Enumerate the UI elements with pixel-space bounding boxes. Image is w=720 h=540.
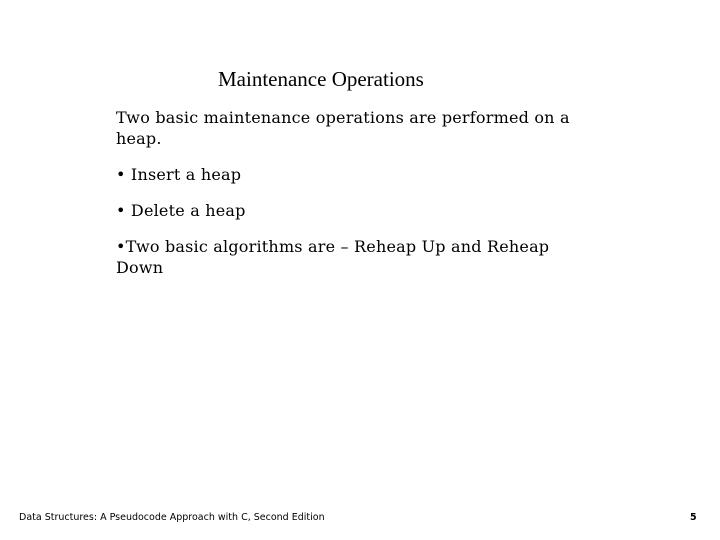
footer-book-title: Data Structures: A Pseudocode Approach with C, Second Edition: [19, 512, 325, 523]
bullet-delete-heap: • Delete a heap: [116, 201, 246, 220]
bullet-algorithms: •Two basic algorithms are – Reheap Up and Reheap Down: [116, 237, 550, 277]
page-number: 5: [690, 512, 697, 523]
slide-body: [116, 107, 586, 293]
bullet-insert-heap: • Insert a heap: [116, 165, 242, 184]
slide-title: Maintenance Operations: [218, 67, 424, 91]
intro-paragraph: Two basic maintenance operations are performed on a heap.: [116, 108, 570, 148]
